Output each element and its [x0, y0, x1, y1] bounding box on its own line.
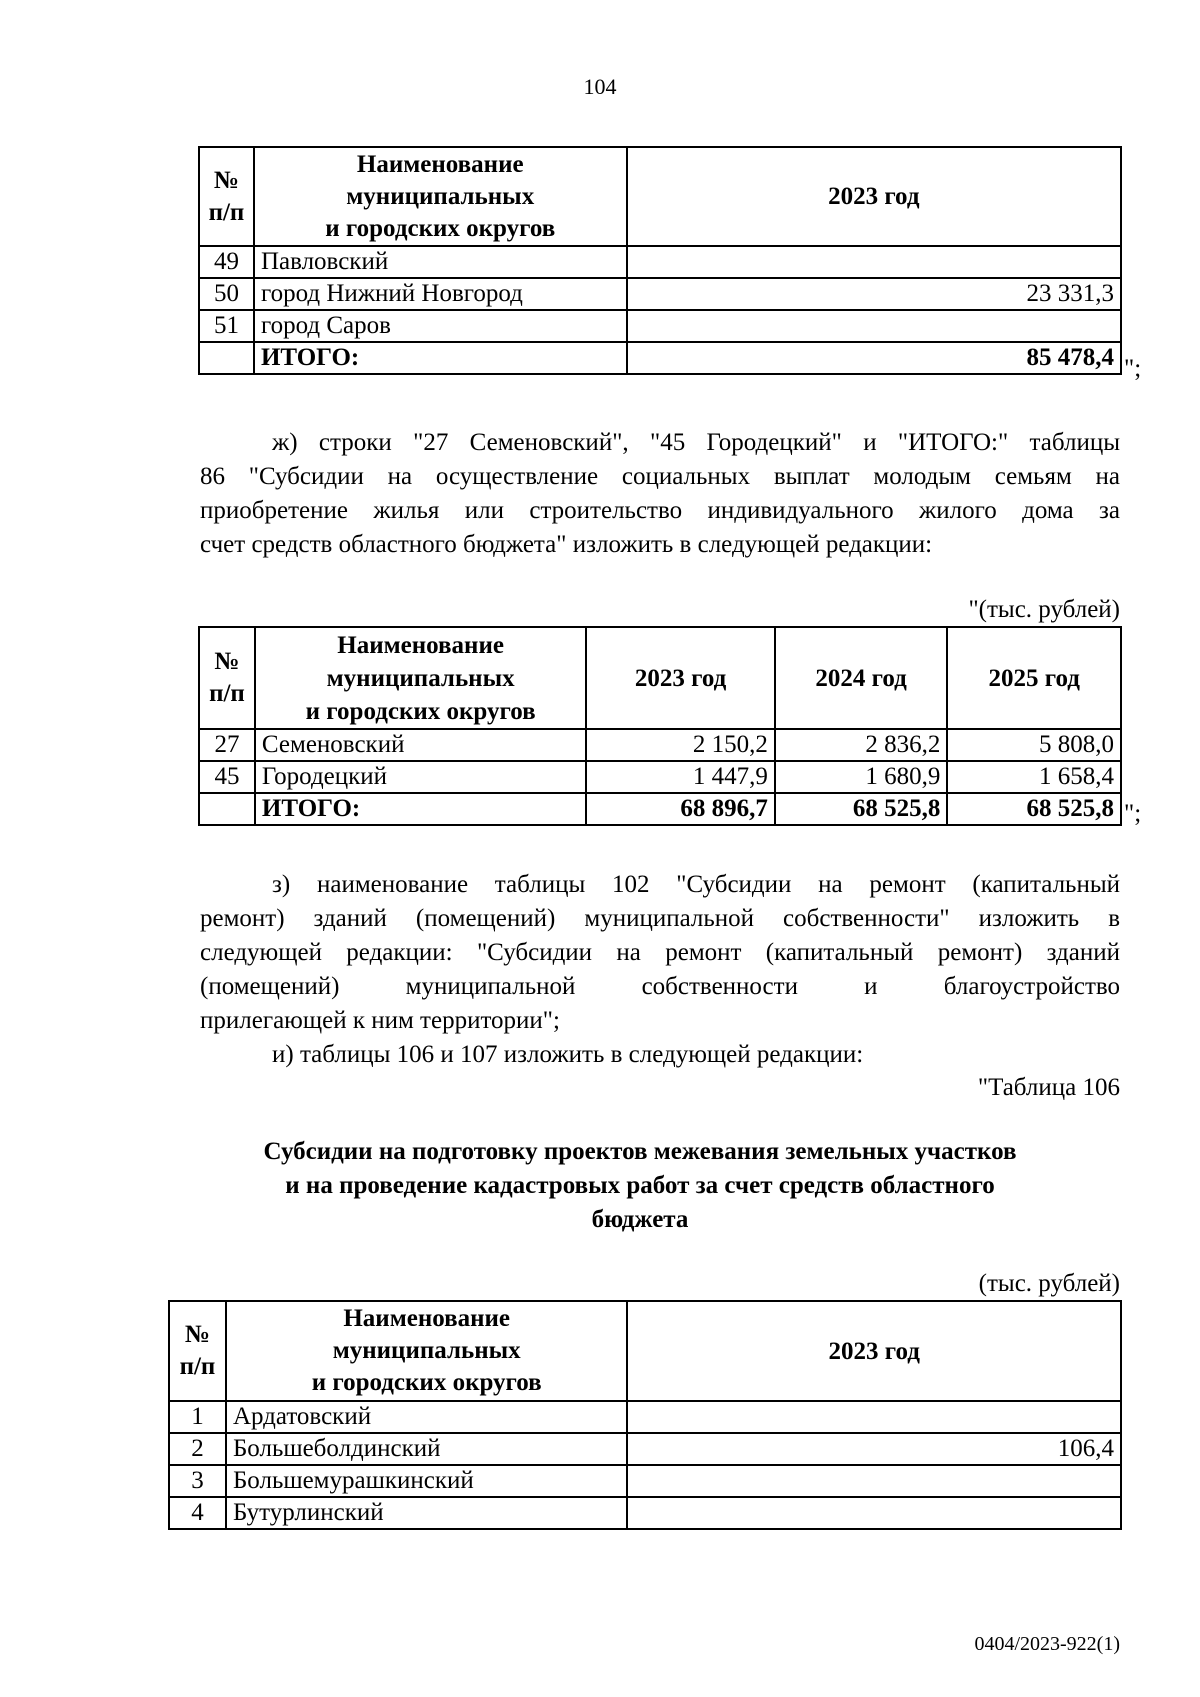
table-row: 2 Большеболдинский 106,4 [169, 1433, 1121, 1465]
table-3-header [169, 1301, 1121, 1401]
table-heading: Субсидии на подготовку проектов межевания земельных участков и на проведение кадастровых работ за счет средств областного бюджета [263, 1138, 1017, 1233]
table-row: 51 город Саров [199, 310, 1121, 342]
unit-label: "(тыс. рублей) [968, 596, 1120, 623]
document-code: 0404/2023-922(1) [974, 1633, 1120, 1655]
table-row: 1 Ардатовский [169, 1401, 1121, 1433]
table-row: 45 Городецкий 1 447,9 1 680,9 1 658,4 [199, 761, 1121, 793]
table-row: 4 Бутурлинский [169, 1497, 1121, 1529]
unit-label: (тыс. рублей) [978, 1270, 1120, 1297]
header-2023: 2023 год [586, 627, 774, 729]
page-number: 104 [583, 74, 617, 99]
table-1-header [199, 147, 1121, 246]
table-3 [168, 1300, 1122, 1530]
header-num: № п/п [199, 147, 254, 246]
paragraph-i: и) таблицы 106 и 107 изложить в следующей редакции: [272, 1041, 864, 1068]
header-num: № п/п [199, 627, 255, 729]
table-row: 3 Большемурашкинский [169, 1465, 1121, 1497]
header-2023: 2023 год [627, 1301, 1121, 1401]
header-2025: 2025 год [947, 627, 1121, 729]
table-row: 27 Семеновский 2 150,2 2 836,2 5 808,0 [199, 729, 1121, 761]
paragraph-z: з) наименование таблицы 102 "Субсидии на ремонт (капитальный ремонт) зданий (помещений) муниципальной собственности" изложить в следующей редакции: "Субсидии на ремонт (капитальный ремонт) зданий (помещений) муниципальной собственности и благоустройство прилегающей к ним территории"; [200, 871, 1120, 1034]
table-total-row: ИТОГО: 68 896,7 68 525,8 68 525,8 [199, 793, 1121, 825]
header-2023: 2023 год [627, 147, 1121, 246]
closing-quote: "; [1124, 355, 1142, 382]
header-name: Наименование муниципальных и городских округов [255, 627, 586, 729]
table-2-header [199, 627, 1121, 729]
closing-quote: "; [1124, 800, 1142, 827]
table-2 [198, 626, 1122, 826]
paragraph-zh: ж) строки "27 Семеновский", "45 Городецкий" и "ИТОГО:" таблицы 86 "Субсидии на осуществление социальных выплат молодым семьям на приобретение жилья или строительство индивидуального жилого дома за счет средств областного бюджета" изложить в следующей редакции: [200, 429, 1120, 558]
table-1 [198, 146, 1122, 375]
table-total-row: ИТОГО: 85 478,4 [199, 342, 1121, 374]
header-2024: 2024 год [775, 627, 948, 729]
table-label: "Таблица 106 [977, 1074, 1120, 1101]
header-num: № п/п [169, 1301, 226, 1401]
table-row: 50 город Нижний Новгород 23 331,3 [199, 278, 1121, 310]
header-name: Наименование муниципальных и городских округов [254, 147, 627, 246]
table-row: 49 Павловский [199, 246, 1121, 278]
header-name: Наименование муниципальных и городских округов [226, 1301, 628, 1401]
